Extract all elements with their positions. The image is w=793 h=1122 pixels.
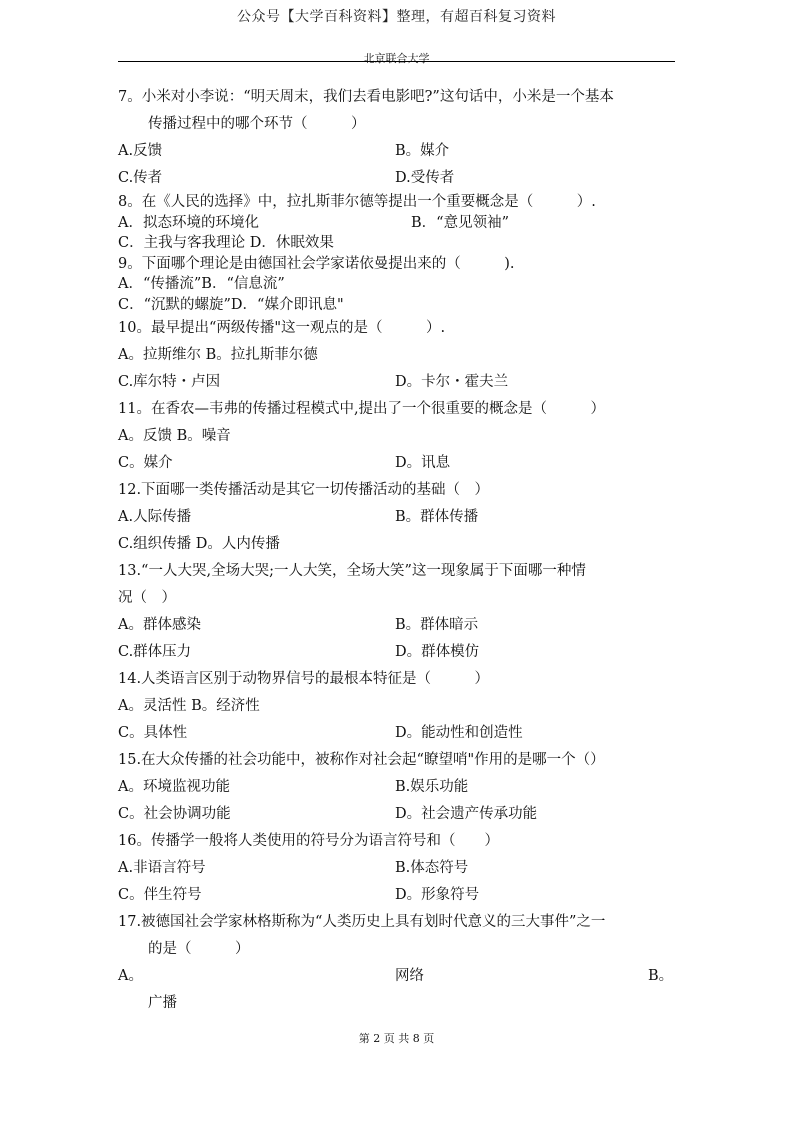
option: C。具体性 [118, 725, 188, 741]
q8-stem: 8。在《人民的选择》中，拉扎斯菲尔德等提出一个重要概念是（ ）. [118, 194, 596, 210]
option: B.体态符号 [395, 860, 469, 876]
q7-options-cd [118, 165, 678, 192]
option: B．“意见领袖” [411, 214, 509, 231]
q17-stem-cont: 的是（ ） [148, 941, 250, 957]
page-header: 北京联合大学 [363, 52, 430, 65]
question-list [118, 84, 678, 1017]
q17-option-b-text: 广播 [148, 995, 177, 1011]
watermark-banner: 公众号【大学百科资料】整理，有超百科复习资料 [237, 9, 556, 25]
q13-stem: 13.“一人大哭,全场大哭;一人大笑，全场大笑”这一现象属于下面哪一种情 [118, 563, 586, 579]
option: A.反馈 [118, 143, 163, 159]
q14-options-cd [118, 720, 678, 747]
q15-stem: 15.在大众传播的社会功能中，被称作对社会起“瞭望哨"作用的是哪一个（） [118, 752, 605, 768]
option: A。环境监视功能 [118, 779, 230, 795]
q16-stem: 16。传播学一般将人类使用的符号分为语言符号和（ ） [118, 833, 499, 849]
option: A．拟态环境的环境化 [118, 214, 259, 231]
page-number: 第 2 页 共 8 页 [358, 1032, 435, 1045]
q9-stem: 9。下面哪个理论是由德国社会学家诺依曼提出来的（ ). [118, 255, 515, 272]
q17-options-ab [118, 963, 678, 990]
q10-options-cd [118, 369, 678, 396]
q11-stem: 11。在香农—韦弗的传播过程模式中,提出了一个很重要的概念是（ ） [118, 401, 606, 417]
q13-options-ab [118, 612, 678, 639]
header-rule [118, 61, 675, 62]
option: C.群体压力 [118, 644, 192, 660]
option: C。社会协调功能 [118, 806, 231, 822]
option: B。群体暗示 [395, 617, 479, 633]
option: D.受传者 [395, 170, 455, 186]
option: D。群体模仿 [395, 644, 480, 660]
q15-options-cd [118, 801, 678, 828]
q8-options-cd: C．主我与客我理论 D．休眠效果 [118, 235, 334, 251]
option: A.非语言符号 [118, 860, 206, 876]
q10-options-ab: A。拉斯维尔 B。拉扎斯菲尔德 [118, 347, 318, 363]
q12-options-cd: C.组织传播 D。人内传播 [118, 536, 280, 552]
option: B.娱乐功能 [395, 779, 469, 795]
q14-stem: 14.人类语言区别于动物界信号的最根本特征是（ ） [118, 671, 490, 687]
q9-options-cd: C．“沉默的螺旋”D．“媒介即讯息" [118, 296, 344, 313]
option: D。讯息 [395, 455, 451, 471]
option: A.人际传播 [118, 509, 192, 525]
q14-options-ab: A。灵活性 B。经济性 [118, 698, 260, 714]
option: D。卡尔・霍夫兰 [395, 374, 509, 390]
q16-options-cd [118, 882, 678, 909]
q12-options-ab [118, 504, 678, 531]
q11-options-cd [118, 450, 678, 477]
option: B。媒介 [395, 143, 450, 159]
option-label: B。 [648, 968, 674, 984]
q7-stem-cont: 传播过程中的哪个环节（ ） [148, 116, 366, 132]
option: C。媒介 [118, 455, 173, 471]
q15-options-ab [118, 774, 678, 801]
option: D。形象符号 [395, 887, 480, 903]
option: C。伴生符号 [118, 887, 202, 903]
option: B。群体传播 [395, 509, 479, 525]
q12-stem: 12.下面哪一类传播活动是其它一切传播活动的基础（ ） [118, 482, 490, 498]
q7-stem: 7。小米对小李说：“明天周末，我们去看电影吧?”这句话中，小米是一个基本 [118, 89, 614, 105]
option: A。群体感染 [118, 617, 201, 633]
q8-options-ab [118, 213, 678, 234]
option: D。能动性和创造性 [395, 725, 523, 741]
q7-options-ab [118, 138, 678, 165]
option: D。社会遗产传承功能 [395, 806, 538, 822]
q9-options-ab: A．“传播流”B．“信息流” [118, 276, 285, 292]
option-text: 网络 [395, 968, 424, 984]
q11-options-ab: A。反馈 B。噪音 [118, 428, 231, 444]
q13-options-cd [118, 639, 678, 666]
option-label: A。 [118, 968, 143, 984]
option: C.库尔特・卢因 [118, 374, 221, 390]
option: C.传者 [118, 170, 163, 186]
q10-stem: 10。最早提出“两级传播"这一观点的是（ ）. [118, 320, 446, 336]
q17-stem: 17.被德国社会学家林格斯称为“人类历史上具有划时代意义的三大事件”之一 [118, 914, 606, 930]
q13-stem-cont: 况（ ） [118, 590, 176, 606]
q16-options-ab [118, 855, 678, 882]
